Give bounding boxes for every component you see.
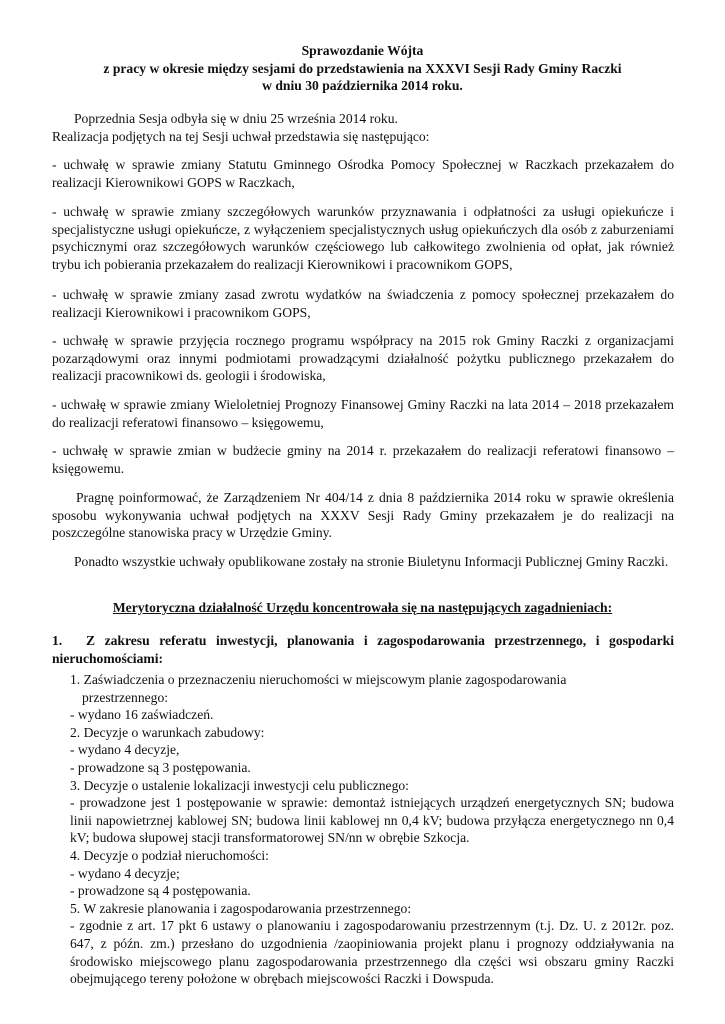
section-heading: Merytoryczna działalność Urzędu koncentrowała się na następujących zagadnieniach: — [112, 600, 613, 615]
section-1-list — [70, 671, 674, 988]
list-item: 2. Decyzje o warunkach zabudowy: — [70, 724, 265, 740]
order-paragraph — [52, 489, 674, 542]
list-subitem: - wydano 4 decyzje, — [70, 742, 180, 758]
list-subitem: - prowadzone są 3 postępowania. — [70, 759, 251, 775]
resolution-item — [52, 442, 674, 477]
resolution-text: - uchwałę w sprawie przyjęcia rocznego programu współpracy na 2015 rok Gminy Raczki z organizacjami pozarządowymi oraz innymi podmiotami prowadzącymi działalność pożytku publicznego przekazałem do realizacji pracownikowi ds. geologii i środowiska, — [52, 333, 674, 384]
list-subitem: - prowadzone są 4 postępowania. — [70, 883, 251, 899]
list-subitem: - zgodnie z art. 17 pkt 6 ustawy o planowaniu i zagospodarowaniu przestrzennym (t.j. Dz. U. z 2012r. poz. 647, z późn. zm.) przesłano do uzgodnienia /zaopiniowania projekt planu i prognozy oddziaływania na środowisko miejscowego planu zagospodarowania przestrzennego dla części wsi obszaru gminy Raczki obejmującego tereny położone w obrębach miejscowości Raczki i Dowspuda. — [70, 918, 674, 987]
resolution-item — [52, 396, 674, 431]
resolution-text: - uchwałę w sprawie zmiany Wieloletniej Prognozy Finansowej Gminy Raczki na lata 2014 – 2018 przekazałem do realizacji referatowi finansowo – księgowemu, — [52, 397, 674, 430]
report-header — [0, 42, 725, 95]
order-text: Pragnę poinformować, że Zarządzeniem Nr 404/14 z dnia 8 października 2014 roku w sprawie określenia sposobu wykonywania uchwał podjętych na XXXV Sesji Rady Gminy przekazałem je do realizacji na poszczególne stanowiska pracy w Urzędzie Gminy. — [52, 490, 674, 541]
resolution-text: - uchwałę w sprawie zmiany Statutu Gminnego Ośrodka Pomocy Społecznej w Raczkach przekazałem do realizacji Kierownikowi GOPS w Raczkach, — [52, 157, 674, 190]
list-item: 3. Decyzje o ustalenie lokalizacji inwestycji celu publicznego: — [70, 777, 409, 793]
list-subitem: - wydano 16 zaświadczeń. — [70, 707, 214, 723]
list-item: 5. W zakresie planowania i zagospodarowania przestrzennego: — [70, 900, 412, 916]
report-title: Sprawozdanie Wójta — [301, 43, 424, 58]
intro — [52, 110, 674, 145]
section-1-number: 1. — [52, 633, 63, 648]
bip-paragraph — [52, 553, 674, 571]
report-subtitle: z pracy w okresie między sesjami do przedstawienia na XXXVI Sesji Rady Gminy Raczki — [103, 60, 622, 76]
list-item: 4. Decyzje o podział nieruchomości: — [70, 847, 269, 863]
resolution-item — [52, 332, 674, 385]
list-subitem: - prowadzone jest 1 postępowanie w sprawie: demontaż istniejących urządzeń energetycznych SN; budowa linii napowietrznej kablowej SN; budowa linii kablowej nn 0,4 kV; budowa przyłącza energetycznego nn 0,4 kV; budowa słupowej stacji transformatorowej SN/nn w obrębie Szkocja. — [70, 795, 674, 846]
list-item: 1. Zaświadczenia o przeznaczeniu nieruchomości w miejscowym planie zagospodarowania — [70, 672, 567, 687]
resolution-text: - uchwałę w sprawie zmiany zasad zwrotu wydatków na świadczenia z pomocy społecznej przekazałem do realizacji Kierownikowi i pracownikom GOPS, — [52, 287, 674, 320]
section-1-title: Z zakresu referatu inwestycji, planowania i zagospodarowania przestrzennego, i gospodarki nieruchomościami: — [52, 633, 674, 666]
bip-text: Ponadto wszystkie uchwały opublikowane zostały na stronie Biuletynu Informacji Publicznej Gminy Raczki. — [74, 554, 669, 569]
resolution-text: - uchwałę w sprawie zmian w budżecie gminy na 2014 r. przekazałem do realizacji referatowi finansowo – księgowemu. — [52, 443, 674, 476]
resolution-text: - uchwałę w sprawie zmiany szczegółowych warunków przyznawania i odpłatności za usługi opiekuńcze i specjalistyczne usługi opiekuńcze, z wyłączeniem specjalistycznych usług opiekuńczych dla osób z zaburzeniami psychicznymi oraz szczegółowych warunków częściowego lub całkowitego zwolnienia od opłat, jak również trybu ich pobierania przekazałem do realizacji Kierownikowi i pracownikom GOPS, — [52, 204, 674, 272]
resolution-item — [52, 203, 674, 273]
section-1-heading — [52, 632, 674, 667]
previous-session-text: Poprzednia Sesja odbyła się w dniu 25 września 2014 roku. — [74, 111, 398, 126]
resolution-item — [52, 286, 674, 321]
report-date: w dniu 30 października 2014 roku. — [262, 78, 463, 94]
resolution-item — [52, 156, 674, 191]
list-subitem: - wydano 4 decyzje; — [70, 865, 180, 881]
list-item-continuation: przestrzennego: — [82, 689, 169, 705]
realization-intro-text: Realizacja podjętych na tej Sesji uchwał przedstawia się następująco: — [52, 128, 430, 144]
